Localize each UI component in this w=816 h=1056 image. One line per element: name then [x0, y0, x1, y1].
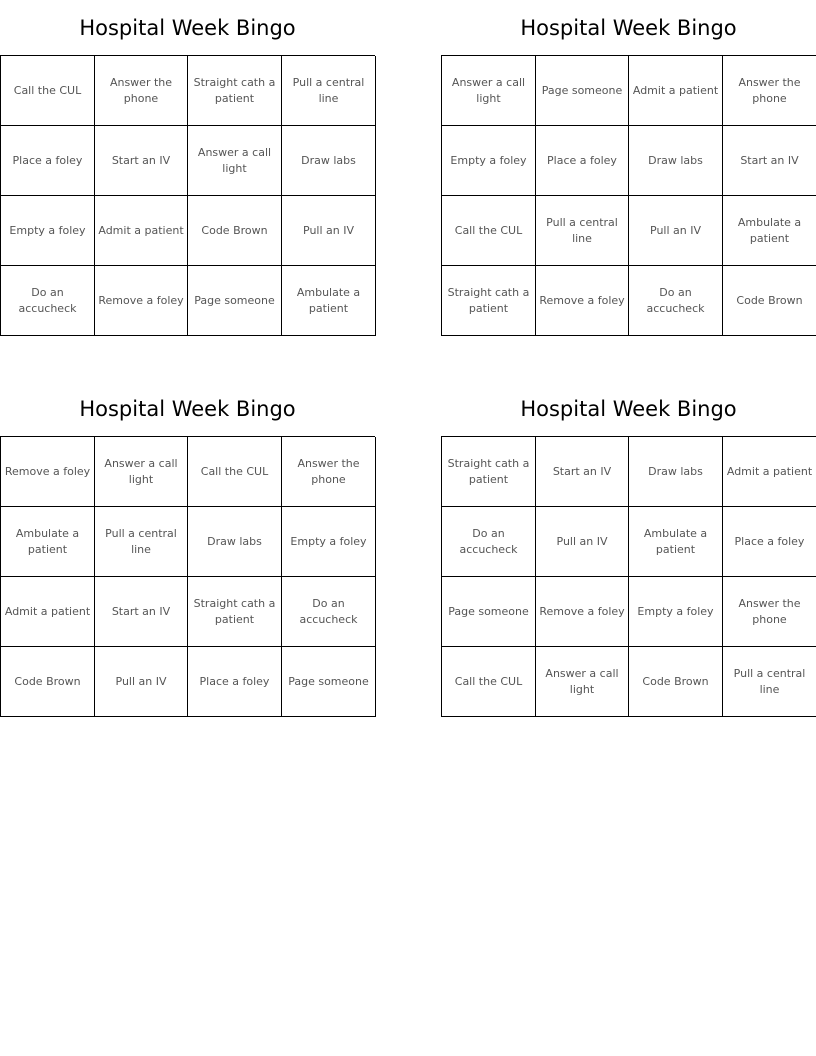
bingo-cell: Ambulate a patient: [1, 507, 95, 577]
bingo-cell: Pull a central line: [723, 647, 816, 717]
bingo-cell: Code Brown: [1, 647, 95, 717]
bingo-cell: Answer the phone: [723, 577, 816, 647]
bingo-cell: Start an IV: [95, 577, 188, 647]
bingo-cell: Remove a foley: [95, 266, 188, 336]
bingo-cell: Pull an IV: [629, 196, 723, 266]
bingo-cell: Call the CUL: [1, 56, 95, 126]
bingo-cell: Start an IV: [536, 437, 629, 507]
bingo-cell: Empty a foley: [442, 126, 536, 196]
bingo-cell: Ambulate a patient: [282, 266, 376, 336]
bingo-cell: Do an accucheck: [629, 266, 723, 336]
bingo-cell: Remove a foley: [536, 577, 629, 647]
bingo-cell: Do an accucheck: [442, 507, 536, 577]
bingo-cell: Code Brown: [723, 266, 816, 336]
bingo-cell: Answer the phone: [95, 56, 188, 126]
card-title: Hospital Week Bingo: [520, 397, 737, 421]
bingo-cell: Start an IV: [95, 126, 188, 196]
bingo-cell: Ambulate a patient: [723, 196, 816, 266]
bingo-cell: Place a foley: [723, 507, 816, 577]
bingo-grid: [441, 436, 816, 717]
bingo-cell: Do an accucheck: [282, 577, 376, 647]
bingo-grid: [0, 436, 375, 717]
bingo-cell: Empty a foley: [1, 196, 95, 266]
bingo-cell: Pull an IV: [282, 196, 376, 266]
bingo-cell: Straight cath a patient: [188, 577, 282, 647]
bingo-cell: Call the CUL: [442, 196, 536, 266]
bingo-cell: Pull an IV: [95, 647, 188, 717]
bingo-cell: Page someone: [188, 266, 282, 336]
bingo-cell: Call the CUL: [442, 647, 536, 717]
bingo-cell: Page someone: [536, 56, 629, 126]
bingo-cell: Answer the phone: [282, 437, 376, 507]
bingo-cell: Empty a foley: [282, 507, 376, 577]
bingo-cell: Ambulate a patient: [629, 507, 723, 577]
bingo-grid: [441, 55, 816, 336]
bingo-cell: Remove a foley: [536, 266, 629, 336]
bingo-cell: Draw labs: [282, 126, 376, 196]
bingo-cell: Pull a central line: [536, 196, 629, 266]
bingo-cell: Answer a call light: [188, 126, 282, 196]
bingo-cell: Answer the phone: [723, 56, 816, 126]
card-title: Hospital Week Bingo: [79, 16, 296, 40]
bingo-cell: Answer a call light: [95, 437, 188, 507]
bingo-cell: Draw labs: [188, 507, 282, 577]
bingo-cell: Answer a call light: [536, 647, 629, 717]
bingo-cell: Straight cath a patient: [442, 266, 536, 336]
bingo-cell: Start an IV: [723, 126, 816, 196]
card-title: Hospital Week Bingo: [79, 397, 296, 421]
bingo-cell: Call the CUL: [188, 437, 282, 507]
bingo-cell: Straight cath a patient: [188, 56, 282, 126]
bingo-grid: [0, 55, 375, 336]
bingo-cell: Pull an IV: [536, 507, 629, 577]
bingo-cell: Pull a central line: [282, 56, 376, 126]
bingo-cell: Straight cath a patient: [442, 437, 536, 507]
bingo-cell: Admit a patient: [95, 196, 188, 266]
bingo-cell: Remove a foley: [1, 437, 95, 507]
bingo-cell: Place a foley: [188, 647, 282, 717]
bingo-cell: Code Brown: [629, 647, 723, 717]
bingo-cell: Do an accucheck: [1, 266, 95, 336]
bingo-cell: Admit a patient: [629, 56, 723, 126]
bingo-cell: Page someone: [282, 647, 376, 717]
bingo-cell: Answer a call light: [442, 56, 536, 126]
bingo-cell: Admit a patient: [723, 437, 816, 507]
bingo-cell: Pull a central line: [95, 507, 188, 577]
bingo-cell: Empty a foley: [629, 577, 723, 647]
bingo-cell: Draw labs: [629, 437, 723, 507]
bingo-cell: Page someone: [442, 577, 536, 647]
bingo-cell: Draw labs: [629, 126, 723, 196]
card-title: Hospital Week Bingo: [520, 16, 737, 40]
bingo-cell: Admit a patient: [1, 577, 95, 647]
bingo-cell: Place a foley: [536, 126, 629, 196]
bingo-cell: Code Brown: [188, 196, 282, 266]
bingo-cell: Place a foley: [1, 126, 95, 196]
